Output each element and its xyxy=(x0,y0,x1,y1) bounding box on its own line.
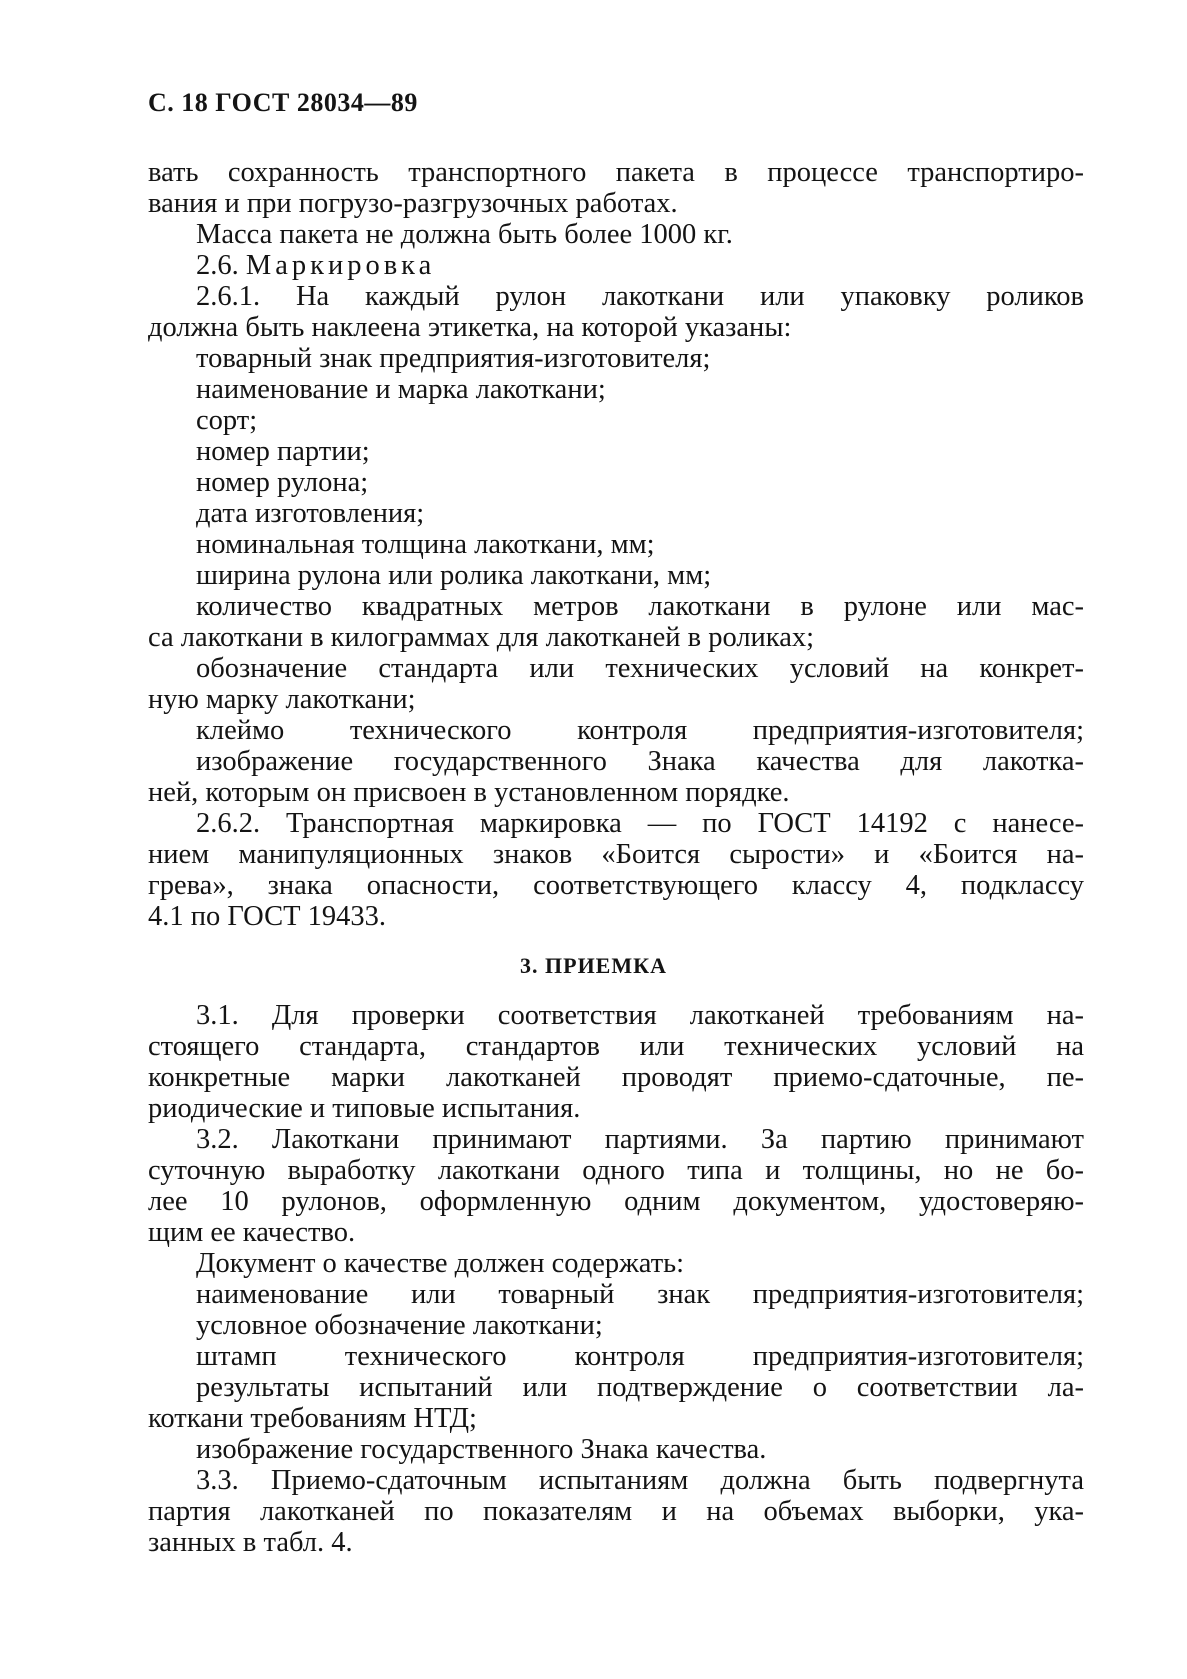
subsection-number: 2.6. xyxy=(196,250,246,281)
text-block-section-2 xyxy=(148,157,1084,932)
list-item: клеймо технического контроля предприятия-изготовителя; xyxy=(196,715,1084,746)
text-line: стоящего стандарта, стандартов или технических условий на xyxy=(148,1031,1084,1062)
text-line: ней, которым он присвоен в установленном порядке. xyxy=(148,777,790,808)
text-line: лее 10 рулонов, оформленную одним документом, удостоверяю- xyxy=(148,1186,1084,1217)
text-line: вания и при погрузо-разгрузочных работах. xyxy=(148,188,678,219)
text-line: 4.1 по ГОСТ 19433. xyxy=(148,901,386,932)
text-line: Масса пакета не должна быть более 1000 кг. xyxy=(196,219,733,250)
list-item: обозначение стандарта или технических условий на конкрет- xyxy=(196,653,1084,684)
subsection-title: Маркировка xyxy=(245,250,436,281)
text-line: конкретные марки лакотканей проводят приемо-сдаточные, пе- xyxy=(148,1062,1084,1093)
list-item: номер партии; xyxy=(196,436,370,467)
list-item: товарный знак предприятия-изготовителя; xyxy=(196,343,711,374)
text-line: ную марку лакоткани; xyxy=(148,684,416,715)
text-line: 2.6.1. На каждый рулон лакоткани или упаковку роликов xyxy=(196,281,1084,312)
list-item: дата изготовления; xyxy=(196,498,425,529)
list-item: номер рулона; xyxy=(196,467,369,498)
text-line: коткани требованиям НТД; xyxy=(148,1403,477,1434)
text-line: са лакоткани в килограммах для лакотканей в роликах; xyxy=(148,622,815,653)
list-item: сорт; xyxy=(196,405,258,436)
subsection-heading xyxy=(148,250,1084,281)
text-line: нием манипуляционных знаков «Боится сырости» и «Боится на- xyxy=(148,839,1084,870)
text-line: Документ о качестве должен содержать: xyxy=(196,1248,685,1279)
text-line: партия лакотканей по показателям и на объемах выборки, ука- xyxy=(148,1496,1084,1527)
list-item: номинальная толщина лакоткани, мм; xyxy=(196,529,655,560)
text-block-section-3 xyxy=(148,1000,1084,1558)
list-item: наименование и марка лакоткани; xyxy=(196,374,606,405)
text-line: грева», знака опасности, соответствующего классу 4, подклассу xyxy=(148,870,1084,901)
text-line: 3.3. Приемо-сдаточным испытаниям должна быть подвергнута xyxy=(196,1465,1084,1496)
section-title: 3. ПРИЕМКА xyxy=(520,953,667,978)
list-item: условное обозначение лакоткани; xyxy=(196,1310,603,1341)
list-item: штамп технического контроля предприятия-изготовителя; xyxy=(196,1341,1084,1372)
list-item: изображение государственного Знака качества. xyxy=(196,1434,767,1465)
text-line: вать сохранность транспортного пакета в процессе транспортиро- xyxy=(148,157,1084,188)
list-item: результаты испытаний или подтверждение о соответствии ла- xyxy=(196,1372,1084,1403)
text-line: риодические и типовые испытания. xyxy=(148,1093,581,1124)
list-item: наименование или товарный знак предприятия-изготовителя; xyxy=(196,1279,1084,1310)
text-line: должна быть наклеена этикетка, на которой указаны: xyxy=(148,312,792,343)
list-item: изображение государственного Знака качества для лакотка- xyxy=(196,746,1084,777)
text-line: суточную выработку лакоткани одного типа и толщины, но не бо- xyxy=(148,1155,1084,1186)
list-item: ширина рулона или ролика лакоткани, мм; xyxy=(196,560,712,591)
list-item: количество квадратных метров лакоткани в рулоне или мас- xyxy=(196,591,1084,622)
text-line: 2.6.2. Транспортная маркировка — по ГОСТ 14192 с нанесе- xyxy=(196,808,1084,839)
text-line: 3.1. Для проверки соответствия лакотканей требованиям на- xyxy=(196,1000,1084,1031)
text-line: щим ее качество. xyxy=(148,1217,356,1248)
page-header: С. 18 ГОСТ 28034—89 xyxy=(148,88,418,117)
text-line: 3.2. Лакоткани принимают партиями. За партию принимают xyxy=(196,1124,1084,1155)
text-line: занных в табл. 4. xyxy=(148,1527,353,1558)
